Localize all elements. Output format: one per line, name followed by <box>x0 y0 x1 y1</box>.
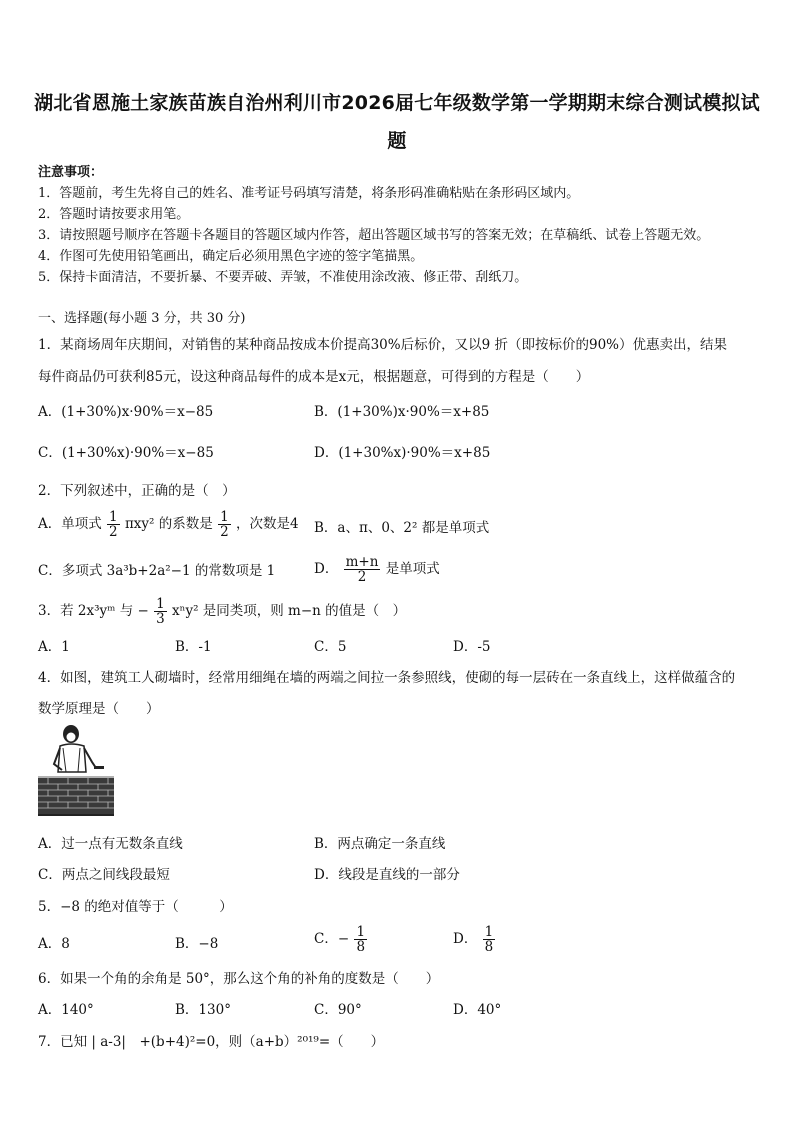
question-3-stem <box>38 597 406 626</box>
section-title: 一、选择题(每小题 3 分，共 30 分) <box>38 311 246 326</box>
q1-option-d: D．(1+30%x)·90%＝x+85 <box>314 445 491 461</box>
q6-option-c: C．90° <box>314 1002 362 1018</box>
q5-option-c <box>314 925 368 954</box>
q1-option-c: C．(1+30%x)·90%＝x−85 <box>38 445 214 461</box>
fraction <box>354 925 367 954</box>
fraction-numerator: 1 <box>156 596 165 612</box>
q6-option-a: A．140° <box>38 1002 94 1018</box>
question-7-stem: 7．已知 | a-3| +(b+4)²=0，则（a+b）²⁰¹⁹=（ ） <box>38 1034 385 1050</box>
notice-item: 1．答题前，考生先将自己的姓名、准考证号码填写清楚，将条形码准确粘贴在条形码区域内。 <box>38 186 580 201</box>
q2-option-c: C．多项式 3a³b+2a²−1 的常数项是 1 <box>38 563 276 579</box>
notice-item: 4．作图可先使用铅笔画出，确定后必须用黑色字迹的签字笔描黑。 <box>38 249 424 264</box>
question-1-stem: 1．某商场周年庆期间，对销售的某种商品按成本价提高30%后标价，又以9 折（即按标价的90%）优惠卖出，结果 <box>38 337 727 353</box>
fraction <box>218 510 231 539</box>
fraction-numerator: m+n <box>345 554 379 570</box>
q3-option-c: C．5 <box>314 639 347 655</box>
fraction-numerator: 1 <box>220 509 229 525</box>
fraction-denominator: 2 <box>357 569 367 586</box>
notice-item: 2．答题时请按要求用笔。 <box>38 207 190 222</box>
fraction-denominator: 8 <box>356 939 366 956</box>
q3-option-a: A．1 <box>38 639 70 655</box>
q2-option-a-prefix: A．单项式 <box>38 516 102 533</box>
question-4-stem: 4．如图，建筑工人砌墙时，经常用细绳在墙的两端之间拉一条参照线，使砌的每一层砖在一条直线上，这样做蕴含的 <box>38 670 736 686</box>
q5-option-d <box>453 925 496 954</box>
q4-option-a: A．过一点有无数条直线 <box>38 836 183 852</box>
fraction-denominator: 2 <box>109 524 118 541</box>
q5-option-a: A．8 <box>38 936 70 952</box>
fraction-numerator: 1 <box>484 924 494 940</box>
q2-option-d-prefix: D． <box>314 561 339 578</box>
notice-heading: 注意事项： <box>38 165 104 180</box>
q3-option-d: D．-5 <box>453 639 491 655</box>
q5-option-d-prefix: D． <box>453 931 478 948</box>
q2-option-d-suffix: 是单项式 <box>385 561 440 578</box>
q2-option-b: B．a、π、0、2² 都是单项式 <box>314 520 490 536</box>
fraction-denominator: 3 <box>156 611 165 628</box>
exam-title-continued: 题 <box>387 130 407 152</box>
notice-item: 3．请按照题号顺序在答题卡各题目的答题区域内作答，超出答题区域书写的答案无效；在草稿纸、试卷上答题无效。 <box>38 228 710 243</box>
q2-option-a-middle: πxy² 的系数是 <box>124 516 213 533</box>
q2-option-d <box>314 555 440 584</box>
q1-option-a: A．(1+30%)x·90%＝x−85 <box>38 404 214 420</box>
fraction-numerator: 1 <box>109 509 118 525</box>
notice-item: 5．保持卡面清洁，不要折暴、不要弄破、弄皱，不准使用涂改液、修正带、刮纸刀。 <box>38 270 528 285</box>
q2-option-a-suffix: ，次数是4 <box>235 516 299 533</box>
question-6-stem: 6．如果一个角的余角是 50°，那么这个角的补角的度数是（ ） <box>38 971 440 987</box>
fraction <box>344 555 381 584</box>
q3-option-b: B．-1 <box>175 639 212 655</box>
question-5-stem: 5．−8 的绝对值等于（ ） <box>38 899 233 915</box>
bricklayer-illustration <box>38 722 114 818</box>
q2-option-a <box>38 510 299 539</box>
q6-option-d: D．40° <box>453 1002 502 1018</box>
q3-stem-prefix: 3．若 2x³yᵐ 与 − <box>38 603 149 620</box>
fraction-numerator: 1 <box>356 924 366 940</box>
q1-option-b: B．(1+30%)x·90%＝x+85 <box>314 404 490 420</box>
q4-option-d: D．线段是直线的一部分 <box>314 867 460 883</box>
question-1-stem-continued: 每件商品仍可获利85元，设这种商品每件的成本是x元，根据题意，可得到的方程是（ ） <box>38 369 590 385</box>
fraction-denominator: 8 <box>484 939 494 956</box>
q6-option-b: B．130° <box>175 1002 231 1018</box>
fraction <box>483 925 496 954</box>
q3-stem-suffix: xⁿy² 是同类项，则 m−n 的值是（ ） <box>171 603 407 620</box>
q5-option-b: B．−8 <box>175 936 219 952</box>
q4-option-b: B．两点确定一条直线 <box>314 836 446 852</box>
fraction <box>107 510 120 539</box>
q4-option-c: C．两点之间线段最短 <box>38 867 170 883</box>
exam-title: 湖北省恩施土家族苗族自治州利川市2026届七年级数学第一学期期末综合测试模拟试 <box>34 92 760 114</box>
fraction <box>154 597 167 626</box>
question-4-stem-continued: 数学原理是（ ） <box>38 701 160 717</box>
fraction-denominator: 2 <box>220 524 229 541</box>
question-2-stem: 2．下列叙述中，正确的是（ ） <box>38 483 236 499</box>
q5-option-c-prefix: C．− <box>314 931 350 948</box>
